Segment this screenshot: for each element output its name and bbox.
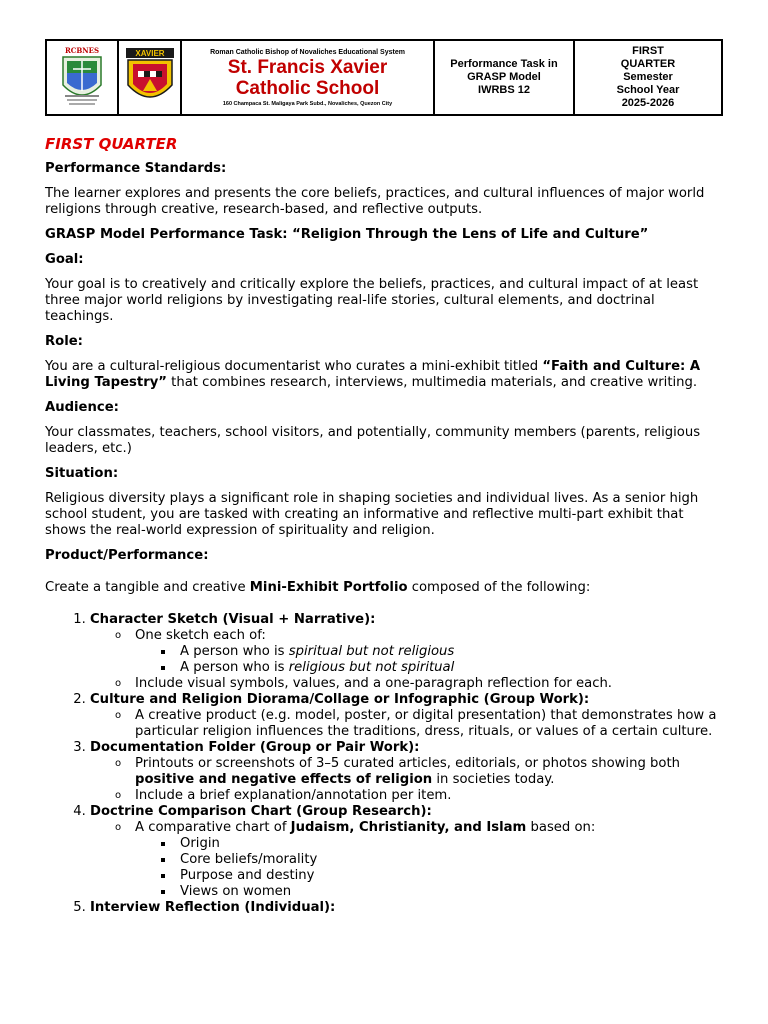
sub-item-text: One sketch each of: [135, 628, 266, 643]
standards-text: The learner explores and presents the core beliefs, practices, and cultural influences of major world religions through creative, research-based, and reflective outputs. [45, 186, 705, 217]
task-cell [435, 41, 575, 114]
bullet-emphasis: spiritual but not religious [288, 644, 455, 659]
sublist [90, 820, 725, 900]
bullet-text: A person who is [180, 644, 289, 659]
sub-item [115, 676, 725, 692]
sub-item-text: based on: [526, 820, 596, 835]
system-name: Roman Catholic Bishop of Novaliches Educational System [210, 48, 405, 56]
bullet-item [160, 660, 725, 676]
role-heading: Role: [45, 334, 83, 349]
quarter-line2: QUARTER [620, 58, 676, 70]
quarter-title: FIRST QUARTER [45, 135, 178, 153]
rcbnes-logo [47, 41, 119, 114]
sub-item [115, 788, 725, 804]
xavier-logo [119, 41, 182, 114]
bullet-emphasis: religious but not spiritual [288, 660, 455, 675]
bullet-list [135, 644, 725, 676]
list-item [90, 612, 725, 692]
item-title: Doctrine Comparison Chart (Group Research): [90, 804, 432, 819]
role-text-a: You are a cultural-religious documentarist who curates a mini-exhibit titled [45, 359, 543, 374]
item-title: Culture and Religion Diorama/Collage or Infographic (Group Work): [90, 692, 590, 707]
school-address: 160 Champaca St. Maligaya Park Subd., Novaliches, Quezon City [222, 100, 393, 107]
product-heading: Product/Performance: [45, 548, 209, 563]
sub-item-text: Include visual symbols, values, and a one-paragraph reflection for each. [135, 676, 612, 691]
bullet-item: Origin [160, 836, 725, 852]
logo2-label: XAVIER [134, 48, 165, 58]
school-info [182, 41, 435, 114]
sub-item [115, 628, 725, 676]
sub-item-text: A comparative chart of [135, 820, 291, 835]
item-title: Interview Reflection (Individual): [90, 900, 336, 915]
goal-text: Your goal is to creatively and critically explore the beliefs, practices, and cultural impact of at least three major world religions by investigating real-life stories, cultural elements, and doctrinal teachings. [45, 277, 699, 324]
school-name-line1: St. Francis Xavier [227, 56, 388, 78]
item-title: Documentation Folder (Group or Pair Work): [90, 740, 420, 755]
sub-item-text: Include a brief explanation/annotation per item. [135, 788, 452, 803]
school-name-line2: Catholic School [235, 77, 380, 99]
bullet-item [160, 644, 725, 660]
quarter-line4: School Year [616, 84, 680, 96]
product-text-c: composed of the following: [407, 580, 591, 595]
sub-item-text: A creative product (e.g. model, poster, or digital presentation) that demonstrates how a particular religion influences the traditions, dress, rituals, or values of a certain culture. [135, 708, 717, 739]
sub-item [115, 820, 725, 900]
bullet-text: A person who is [180, 660, 289, 675]
portfolio-list [45, 612, 725, 916]
sub-item-emphasis: positive and negative effects of religion [135, 772, 433, 787]
bullet-item: Core beliefs/morality [160, 852, 725, 868]
standards-heading: Performance Standards: [45, 161, 227, 176]
sublist [90, 708, 725, 740]
sub-item-text: in societies today. [432, 772, 555, 787]
sublist [90, 756, 725, 804]
role-text-c: that combines research, interviews, multimedia materials, and creative writing. [166, 375, 698, 390]
quarter-line1: FIRST [632, 45, 664, 57]
task-line1: Performance Task in [450, 58, 558, 70]
bullet-item: Purpose and destiny [160, 868, 725, 884]
grasp-heading: GRASP Model Performance Task: “Religion Through the Lens of Life and Culture” [45, 227, 649, 242]
list-item [90, 900, 725, 916]
sub-item-text: Printouts or screenshots of 3–5 curated articles, editorials, or photos showing both [135, 756, 680, 771]
quarter-line3: Semester [623, 71, 673, 83]
document-body [45, 134, 725, 916]
list-item [90, 804, 725, 900]
sub-item [115, 708, 725, 740]
bullet-item: Views on women [160, 884, 725, 900]
quarter-line5: 2025-2026 [621, 97, 675, 109]
sub-item [115, 756, 725, 788]
product-text [45, 580, 725, 596]
bullet-list [135, 836, 725, 900]
xavier-shield-icon [125, 47, 175, 109]
goal-heading: Goal: [45, 252, 84, 267]
list-item [90, 692, 725, 740]
exhibit-title: “Faith and Culture: A Living Tapestry” [45, 359, 701, 390]
portfolio-name: Mini-Exhibit Portfolio [249, 580, 408, 595]
situation-heading: Situation: [45, 466, 119, 481]
role-text [45, 359, 725, 391]
task-line3: IWRBS 12 [478, 84, 530, 96]
audience-heading: Audience: [45, 400, 119, 415]
document-header [45, 39, 723, 116]
logo1-label: RCBNES [64, 45, 100, 55]
sub-item-emphasis: Judaism, Christianity, and Islam [290, 820, 527, 835]
rcbnes-seal-icon [53, 45, 111, 111]
sublist [90, 628, 725, 692]
audience-text: Your classmates, teachers, school visitors, and potentially, community members (parents, religious leaders, etc.) [45, 425, 701, 456]
product-text-a: Create a tangible and creative [45, 580, 250, 595]
quarter-cell [575, 41, 721, 114]
situation-text: Religious diversity plays a significant role in shaping societies and individual lives. As a senior high school student, you are tasked with creating an informative and reflective multi-part exhibit that shows the real-world expression of spirituality and religion. [45, 491, 699, 538]
list-item [90, 740, 725, 804]
task-line2: GRASP Model [467, 71, 541, 83]
item-title: Character Sketch (Visual + Narrative): [90, 612, 376, 627]
